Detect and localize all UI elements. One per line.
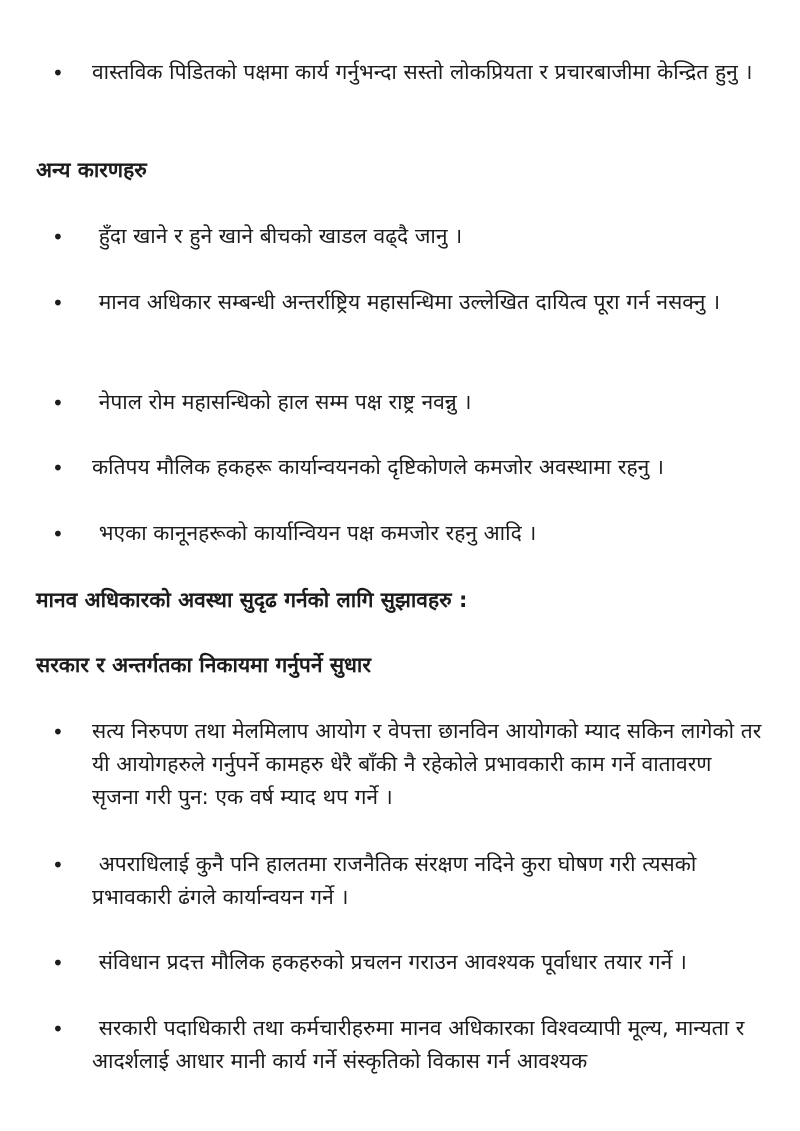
section-heading: अन्य कारणहरु	[36, 158, 147, 182]
list-item-text: सत्य निरुपण तथा मेलमिलाप आयोग र वेपत्ता छानविन आयोगको म्याद सकिन लागेको तर यी आयोगहरुले गर्नुपर्ने कामहरु धेरै बाँकी नै रहेकोले प्रभावकारी काम गर्ने वातावरण सृजना गरी पुन: एक वर्ष म्याद थप गर्ने ।	[92, 719, 768, 809]
list-item	[52, 386, 762, 419]
list-item-text: संविधान प्रदत्त मौलिक हकहरुको प्रचलन गराउन आवश्यक पूर्वाधार तयार गर्ने ।	[92, 950, 687, 974]
list-item-text: मानव अधिकार सम्बन्धी अन्तर्राष्ट्रिय महासन्धिमा उल्लेखित दायित्व पूरा गर्न नसक्नु ।	[92, 290, 721, 314]
list-item	[52, 715, 768, 814]
list-item	[52, 220, 762, 253]
bullet-point: •	[52, 522, 64, 546]
bullet-point: •	[52, 1017, 64, 1041]
list-item	[52, 451, 762, 484]
bullet-point: •	[52, 291, 64, 315]
bullet-point: •	[52, 951, 64, 975]
section-heading: मानव अधिकारको अवस्था सुदृढ गर्नको लागि सुझावहरु :	[36, 588, 468, 612]
list-item	[52, 56, 762, 89]
list-item	[52, 286, 762, 319]
bullet-point: •	[52, 225, 64, 249]
list-item	[52, 946, 762, 979]
bullet-point: •	[52, 61, 64, 85]
list-item-text: सरकारी पदाधिकारी तथा कर्मचारीहरुमा मानव अधिकारका विश्वव्यापी मूल्य, मान्यता र आदर्शलाई आधार मानी कार्य गर्ने संस्कृतिको विकास गर्न आवश्यक	[92, 1016, 752, 1073]
bullet-point: •	[52, 720, 64, 744]
list-item	[52, 848, 762, 914]
bullet-point: •	[52, 391, 64, 415]
section-heading: सरकार र अन्तर्गतका निकायमा गर्नुपर्ने सुधार	[36, 653, 371, 677]
list-item-text: नेपाल रोम महासन्धिको हाल सम्म पक्ष राष्ट्र नवन्नु ।	[92, 390, 472, 414]
list-item	[52, 1012, 762, 1078]
list-item-text: अपराधिलाई कुनै पनि हालतमा राजनैतिक संरक्षण नदिने कुरा घोषण गरी त्यसको प्रभावकारी ढंगले कार्यान्वयन गर्ने ।	[92, 852, 704, 909]
list-item-text: हुँदा खाने र हुने खाने बीचको खाडल वढ्दै जानु ।	[92, 224, 463, 248]
bullet-point: •	[52, 853, 64, 877]
list-item-text: कतिपय मौलिक हकहरू कार्यान्वयनको दृष्टिकोणले कमजोर अवस्थामा रहनु ।	[92, 455, 664, 479]
list-item	[52, 517, 762, 550]
bullet-point: •	[52, 456, 64, 480]
list-item-text: भएका कानूनहरूको कार्यान्वियन पक्ष कमजोर रहनु आदि ।	[92, 521, 537, 545]
list-item-text: वास्तविक पिडितको पक्षमा कार्य गर्नुभन्दा सस्तो लोकप्रियता र प्रचारबाजीमा केन्द्रित हुनु ।	[92, 60, 753, 84]
